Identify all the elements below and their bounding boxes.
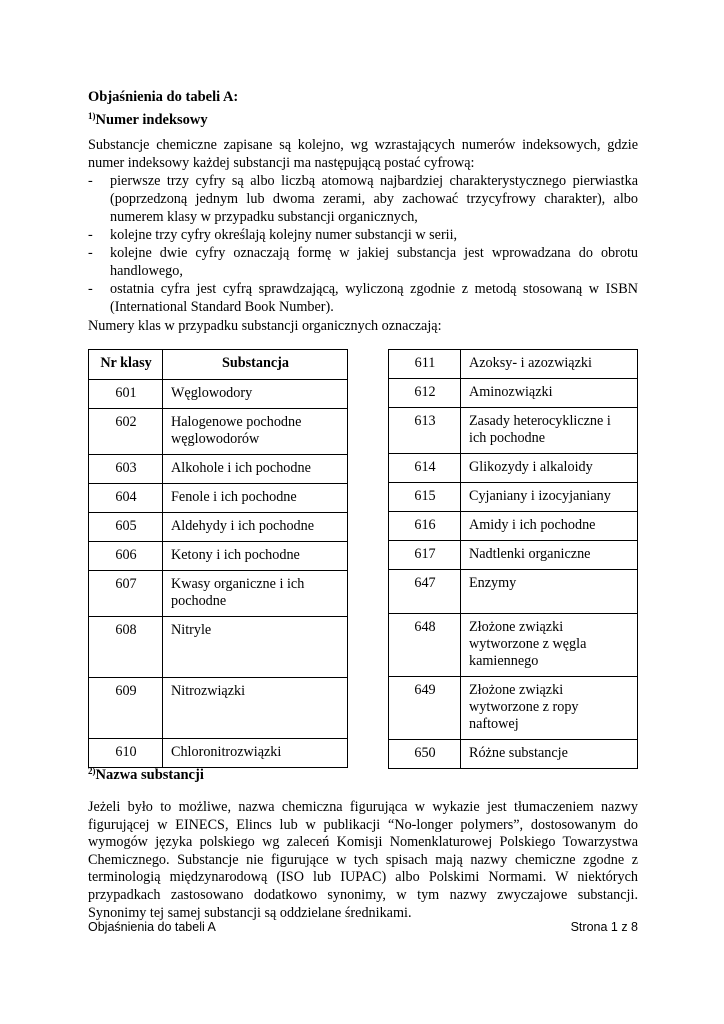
table-row <box>389 570 638 614</box>
class-substance: Różne substancje <box>461 740 638 769</box>
list-item-text: kolejne trzy cyfry określają kolejny numer substancji w serii, <box>110 227 458 243</box>
class-substance: Nitrozwiązki <box>163 678 348 739</box>
class-number: 616 <box>389 512 461 541</box>
class-substance: Enzymy <box>461 570 638 614</box>
class-substance: Amidy i ich pochodne <box>461 512 638 541</box>
table-row <box>389 677 638 740</box>
class-substance: Alkohole i ich pochodne <box>163 455 348 484</box>
class-substance: Glikozydy i alkaloidy <box>461 454 638 483</box>
table-row <box>89 484 348 513</box>
list-item-text: ostatnia cyfra jest cyfrą sprawdzającą, wyliczoną zgodnie z metodą stosowaną w ISBN (International Standard Book Number). <box>110 281 638 315</box>
class-number: 613 <box>389 408 461 454</box>
class-number: 648 <box>389 614 461 677</box>
table-row <box>89 455 348 484</box>
class-substance: Fenole i ich pochodne <box>163 484 348 513</box>
table-row <box>89 678 348 739</box>
class-substance: Cyjaniany i izocyjaniany <box>461 483 638 512</box>
section-title: Numer indeksowy <box>95 112 208 128</box>
class-substance: Azoksy- i azozwiązki <box>461 350 638 379</box>
table-row <box>389 379 638 408</box>
class-number: 614 <box>389 454 461 483</box>
column-header: Nr klasy <box>89 350 163 380</box>
table-row <box>389 740 638 769</box>
class-number: 602 <box>89 409 163 455</box>
table-row <box>89 542 348 571</box>
class-number: 650 <box>389 740 461 769</box>
index-number-list <box>88 172 638 316</box>
class-number: 601 <box>89 380 163 409</box>
table-row <box>89 739 348 768</box>
class-number: 612 <box>389 379 461 408</box>
class-number: 611 <box>389 350 461 379</box>
class-number: 617 <box>389 541 461 570</box>
footnote-marker: 1) <box>88 111 96 121</box>
bullet-dash: - <box>88 281 93 297</box>
list-item <box>88 280 638 316</box>
class-substance: Halogenowe pochodne węglowodorów <box>163 409 348 455</box>
page-number: Strona 1 z 8 <box>570 920 638 934</box>
list-item <box>88 244 638 280</box>
class-substance: Nitryle <box>163 617 348 678</box>
class-number: 647 <box>389 570 461 614</box>
class-substance: Aldehydy i ich pochodne <box>163 513 348 542</box>
class-substance: Aminozwiązki <box>461 379 638 408</box>
class-substance: Złożone związki wytworzone z węgla kamiennego <box>461 614 638 677</box>
table-row <box>389 541 638 570</box>
column-header: Substancja <box>163 350 348 380</box>
class-substance: Ketony i ich pochodne <box>163 542 348 571</box>
class-number: 604 <box>89 484 163 513</box>
class-number: 649 <box>389 677 461 740</box>
class-substance: Nadtlenki organiczne <box>461 541 638 570</box>
class-number: 610 <box>89 739 163 768</box>
table-row <box>389 483 638 512</box>
footer-title: Objaśnienia do tabeli A <box>88 920 216 934</box>
class-number: 607 <box>89 571 163 617</box>
list-item <box>88 172 638 226</box>
section-title: Nazwa substancji <box>95 767 204 783</box>
class-number: 605 <box>89 513 163 542</box>
table-row <box>389 350 638 379</box>
class-substance: Złożone związki wytworzone z ropy naftowej <box>461 677 638 740</box>
class-substance: Kwasy organiczne i ich pochodne <box>163 571 348 617</box>
organic-classes-table-left <box>88 349 348 768</box>
class-number: 609 <box>89 678 163 739</box>
class-number: 608 <box>89 617 163 678</box>
classes-intro: Numery klas w przypadku substancji organicznych oznaczają: <box>88 318 442 334</box>
organic-classes-table-right <box>388 349 638 769</box>
table-row <box>389 454 638 483</box>
table-row <box>89 409 348 455</box>
intro-paragraph: Substancje chemiczne zapisane są kolejno, wg wzrastających numerów indeksowych, gdzie numer indeksowy każdej substancji ma następującą postać cyfrową: <box>88 137 638 171</box>
list-item-text: kolejne dwie cyfry oznaczają formę w jakiej substancja jest wprowadzana do obrotu handlowego, <box>110 245 638 279</box>
list-item-text: pierwsze trzy cyfry są albo liczbą atomową najbardziej charakterystycznego pierwiastka (poprzedzoną jednym lub dwoma zerami, aby zachować trzycyfrowy charakter), albo numerem klasy w przypadku substancji organicznych, <box>110 173 638 225</box>
section-heading-nazwa-substancji <box>88 766 204 784</box>
bullet-dash: - <box>88 227 93 243</box>
table-row <box>389 614 638 677</box>
list-item <box>88 226 638 244</box>
bullet-dash: - <box>88 173 93 189</box>
class-number: 603 <box>89 455 163 484</box>
table-row <box>89 617 348 678</box>
class-substance: Zasady heterocykliczne i ich pochodne <box>461 408 638 454</box>
table-row <box>89 513 348 542</box>
bullet-dash: - <box>88 245 93 261</box>
class-substance: Chloronitrozwiązki <box>163 739 348 768</box>
table-row <box>389 408 638 454</box>
page-title: Objaśnienia do tabeli A: <box>88 89 239 105</box>
table-row <box>89 380 348 409</box>
class-number: 606 <box>89 542 163 571</box>
class-substance: Węglowodory <box>163 380 348 409</box>
table-row <box>389 512 638 541</box>
table-row <box>89 571 348 617</box>
footnote-marker: 2) <box>88 766 96 776</box>
table-header-row <box>89 350 348 380</box>
section-heading-numer-indeksowy <box>88 111 208 129</box>
substance-name-paragraph: Jeżeli było to możliwe, nazwa chemiczna figurująca w wykazie jest tłumaczeniem nazwy figurującej w EINECS, Elincs lub w publikacji “No-longer polymers”, dostosowanym do wymogów języka polskiego wg zaleceń Komisji Nomenklaturowej Polskiego Towarzystwa Chemicznego. Substancje nie figurujące w tych spisach mają nazwy chemiczne zgodne z terminologią międzynarodową (ISO lub IUPAC) albo Polskimi Normami. W niektórych przypadkach zastosowano dodatkowo synonimy, w tym nazwy zwyczajowe substancji. Synonimy tej samej substancji są oddzielane średnikami. <box>88 799 638 921</box>
class-number: 615 <box>389 483 461 512</box>
